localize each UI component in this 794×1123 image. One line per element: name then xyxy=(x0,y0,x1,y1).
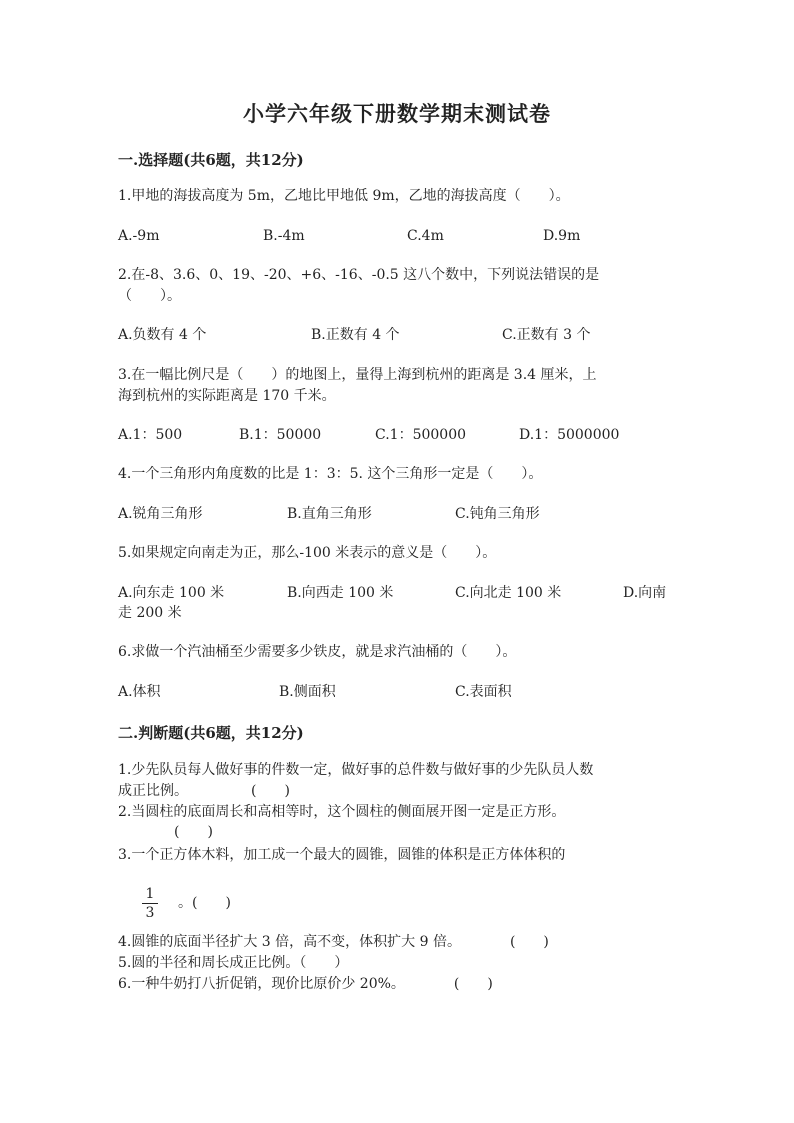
judgement-4: 4.圆锥的底面半径扩大 3 倍，高不变，体积扩大 9 倍。 ( ) xyxy=(118,934,549,950)
judgement-3-line-2: 。( ) xyxy=(150,895,231,911)
q2-option-b: B.正数有 4 个 xyxy=(311,327,400,343)
section-heading-choice: 一.选择题(共6题，共12分) xyxy=(118,151,304,169)
q5-option-b: B.向西走 100 米 xyxy=(287,585,394,601)
q2-option-a: A.负数有 4 个 xyxy=(118,327,207,343)
question-6: 6.求做一个汽油桶至少需要多少铁皮，就是求汽油桶的（ ）。 xyxy=(118,644,517,660)
judgement-1-line-2: 成正比例。 ( ) xyxy=(118,783,290,799)
fraction-denominator: 3 xyxy=(145,905,155,921)
judgement-5: 5.圆的半径和周长成正比例。（ ） xyxy=(118,955,349,971)
page-title: 小学六年级下册数学期末测试卷 xyxy=(243,101,551,126)
q4-option-a: A.锐角三角形 xyxy=(118,506,203,522)
q1-option-c: C.4m xyxy=(407,228,444,244)
judgement-2-line-1: 2.当圆柱的底面周长和高相等时，这个圆柱的侧面展开图一定是正方形。 xyxy=(118,804,566,820)
judgement-6: 6.一种牛奶打八折促销，现价比原价少 20%。 ( ) xyxy=(118,976,493,992)
question-5: 5.如果规定向南走为正，那么-100 米表示的意义是（ ）。 xyxy=(118,545,497,561)
q3-option-b: B.1：50000 xyxy=(239,427,322,443)
question-1: 1.甲地的海拔高度为 5m，乙地比甲地低 9m，乙地的海拔高度（ ）。 xyxy=(118,188,570,204)
q6-option-a: A.体积 xyxy=(118,684,161,700)
q4-option-b: B.直角三角形 xyxy=(287,506,372,522)
q1-option-a: A.-9m xyxy=(118,228,160,244)
q5-option-d: D.向南 xyxy=(623,585,667,601)
q3-option-a: A.1：500 xyxy=(118,427,183,443)
section-heading-judgement: 二.判断题(共6题，共12分) xyxy=(118,724,304,742)
q6-option-b: B.侧面积 xyxy=(279,684,336,700)
q6-option-c: C.表面积 xyxy=(455,684,512,700)
q5-option-c: C.向北走 100 米 xyxy=(455,585,562,601)
fraction-numerator: 1 xyxy=(145,886,155,902)
question-3-line-1: 3.在一幅比例尺是（ ）的地图上，量得上海到杭州的距离是 3.4 厘米，上 xyxy=(118,367,597,383)
question-2-line-2: （ ）。 xyxy=(118,288,181,304)
q5-option-a: A.向东走 100 米 xyxy=(118,585,225,601)
judgement-1-line-1: 1.少先队员每人做好事的件数一定，做好事的总件数与做好事的少先队员人数 xyxy=(118,762,594,778)
q2-option-c: C.正数有 3 个 xyxy=(502,327,591,343)
q4-option-c: C.钝角三角形 xyxy=(455,506,540,522)
q5-option-d-continued: 走 200 米 xyxy=(118,605,182,621)
q3-option-d: D.1：5000000 xyxy=(519,427,620,443)
question-4: 4.一个三角形内角度数的比是 1：3：5. 这个三角形一定是（ ）。 xyxy=(118,466,543,482)
question-2-line-1: 2.在-8、3.6、0、19、-20、+6、-16、-0.5 这八个数中，下列说法错误的是 xyxy=(118,267,600,283)
q3-option-c: C.1：500000 xyxy=(375,427,467,443)
q1-option-d: D.9m xyxy=(543,228,581,244)
q1-option-b: B.-4m xyxy=(263,228,305,244)
question-3-line-2: 海到杭州的实际距离是 170 千米。 xyxy=(118,388,336,404)
judgement-2-line-2: ( ) xyxy=(118,824,213,840)
judgement-3-line-1: 3.一个正方体木料，加工成一个最大的圆锥，圆锥的体积是正方体体积的 xyxy=(118,847,566,863)
